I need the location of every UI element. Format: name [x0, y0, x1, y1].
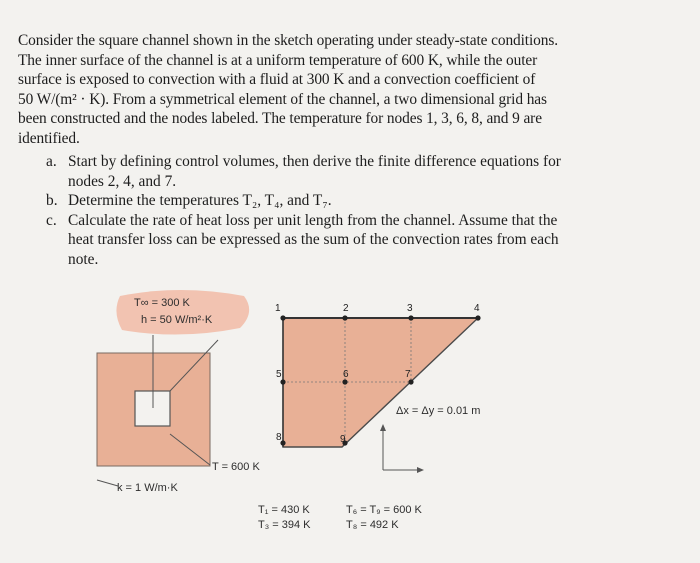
part-marker: c.: [46, 211, 57, 229]
node-label-7: 7: [405, 369, 411, 380]
conductivity-leader: [97, 480, 118, 486]
statement-line: identified.: [18, 129, 80, 147]
node-6: [342, 379, 347, 384]
statement-line: 50 W/(m² · K). From a symmetrical element of the channel, a two dimensional grid has: [18, 90, 547, 108]
known-temp-label: T₃ = 394 K: [258, 519, 311, 531]
part-marker: a.: [46, 153, 57, 170]
node-label-5: 5: [276, 369, 282, 380]
node-5: [280, 379, 285, 384]
known-temp-label: T₁ = 430 K: [258, 504, 310, 516]
x-axis-arrow: [417, 467, 424, 473]
node-1: [280, 315, 285, 320]
part-line: note.: [68, 250, 99, 268]
part-line: Start by defining control volumes, then derive the finite difference equations for: [68, 153, 561, 170]
node-label-9: 9: [340, 434, 346, 445]
known-temp-label: T₆ = T₉ = 600 K: [346, 504, 422, 516]
node-label-2: 2: [343, 303, 349, 314]
y-axis-arrow: [380, 424, 386, 431]
part-line: Calculate the rate of heat loss per unit length from the channel. Assume that the: [68, 211, 558, 229]
h-value-label: h = 50 W/m²·K: [141, 314, 213, 326]
statement-line: been constructed and the nodes labeled. The temperature for nodes 1, 3, 6, 8, and 9 are: [18, 110, 542, 128]
part-line: Determine the temperatures T₂, T₄, and T₇.: [68, 192, 332, 210]
node-label-3: 3: [407, 303, 413, 314]
statement-line: The inner surface of the channel is at a uniform temperature of 600 K, while the outer: [18, 51, 538, 69]
node-label-4: 4: [474, 303, 480, 314]
statement-line: Consider the square channel shown in the sketch operating under steady-state conditions.: [18, 32, 558, 49]
part-line: nodes 2, 4, and 7.: [68, 172, 177, 190]
node-2: [342, 315, 347, 320]
grid-spacing-label: Δx = Δy = 0.01 m: [396, 405, 481, 417]
inner-temp-label: T = 600 K: [212, 461, 260, 473]
node-7: [408, 379, 413, 384]
node-3: [408, 315, 413, 320]
node-label-6: 6: [343, 369, 349, 380]
part-marker: b.: [46, 192, 58, 210]
statement-line: surface is exposed to convection with a fluid at 300 K and a convection coefficient of: [18, 71, 536, 89]
part-line: heat transfer loss can be expressed as the sum of the convection rates from each: [68, 231, 559, 249]
symmetric-element: [283, 318, 481, 447]
known-temp-label: T₈ = 492 K: [346, 519, 399, 531]
fluid-temp-label: T∞ = 300 K: [134, 297, 190, 309]
conductivity-label: k = 1 W/m·K: [117, 482, 178, 494]
node-label-8: 8: [276, 432, 282, 443]
node-4: [475, 315, 480, 320]
node-label-1: 1: [275, 303, 281, 314]
